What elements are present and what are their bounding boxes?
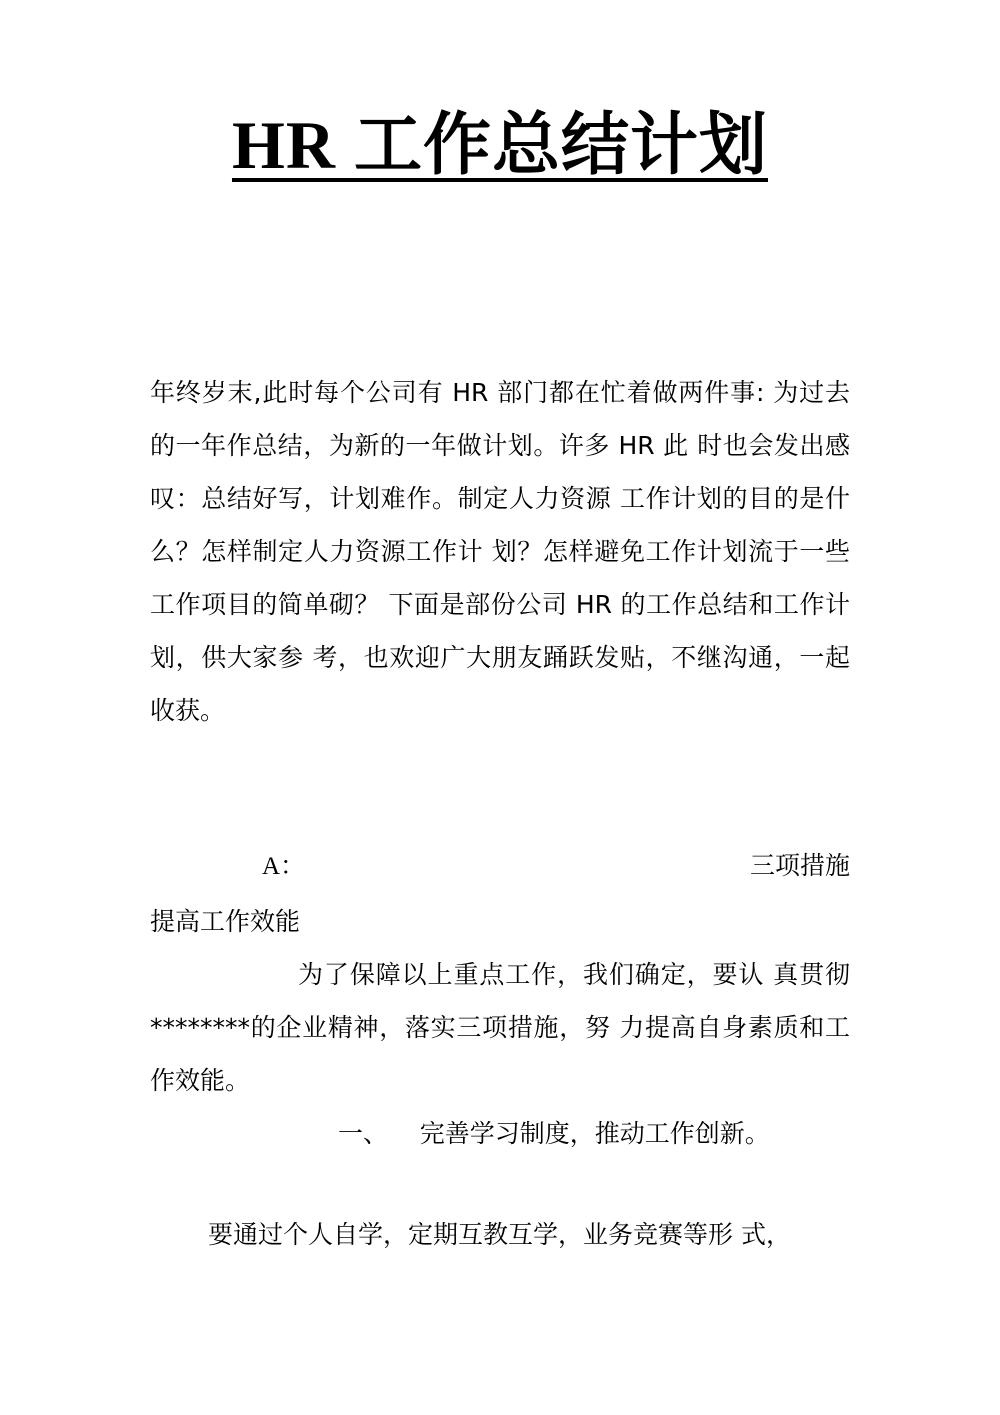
section-heading-right: 三项措施 xyxy=(749,850,850,880)
section-label: A： xyxy=(262,852,306,880)
section-heading xyxy=(150,737,850,893)
section-heading-second-line: 提高工作效能 xyxy=(150,906,301,936)
section-body-paragraph: 为了保障以上重点工作，我们确定，要认 真贯彻********的企业精神，落实三项措施，努 力提高自身素质和工作效能。 xyxy=(150,959,850,1095)
closing-paragraph: 要通过个人自学，定期互教互学，业务竞赛等形 式， xyxy=(208,1219,791,1249)
list-item: 一、 完善学习制度，推动工作创新。 xyxy=(338,1118,770,1148)
intro-paragraph: 年终岁末,此时每个公司有 HR 部门都在忙着做两件事: 为过去的一年作总结，为新的一年做计划。许多 HR 此 时也会发出感叹：总结好写，计划难作。制定人力资源 工作计划的目的是什么？怎样制定人力资源工作计 划？怎样避免工作计划流于一些工作项目的简单砌？ 下面是部份公司 HR 的工作总结和工作计划，供大家参 考，也欢迎广大朋友踊跃发贴，不继沟通，一起收获。 xyxy=(150,377,850,725)
page-title: HR 工作总结计划 xyxy=(231,107,768,183)
document-body xyxy=(150,183,850,1261)
